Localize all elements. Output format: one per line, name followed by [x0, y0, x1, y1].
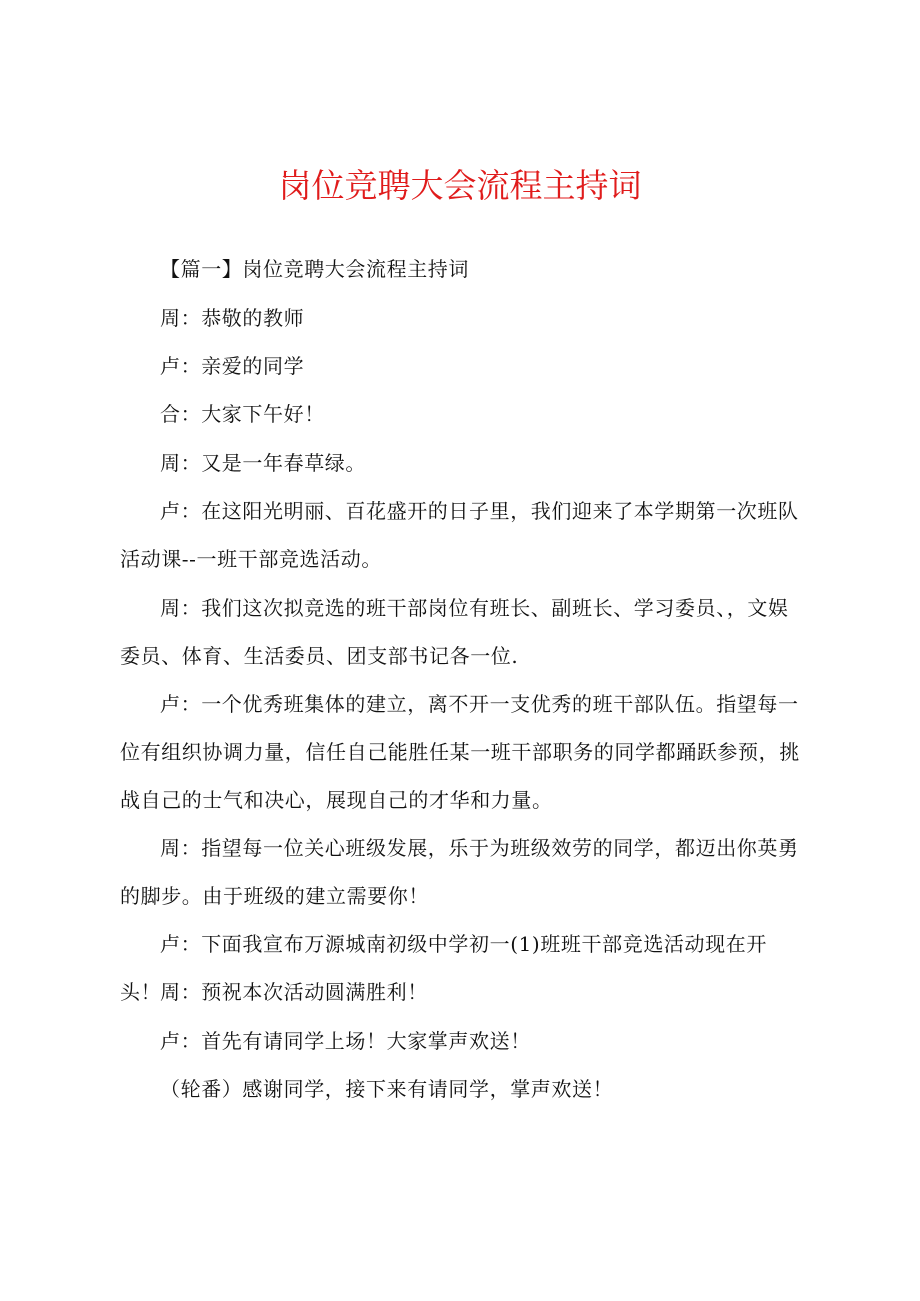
paragraph: 周：我们这次拟竞选的班干部岗位有班长、副班长、学习委员、，文娱委员、体育、生活委员、团支部书记各一位. — [120, 596, 789, 668]
paragraph: 卢：一个优秀班集体的建立，离不开一支优秀的班干部队伍。指望每一位有组织协调力量，信任自己能胜任某一班干部职务的同学都踊跃参预，挑战自己的士气和决心，展现自己的才华和力量。 — [120, 692, 800, 812]
paragraph: 周：恭敬的教师 — [160, 306, 305, 330]
paragraph: 卢：亲爱的同学 — [160, 354, 305, 378]
paragraph: 卢：下面我宣布万源城南初级中学初一(1)班班干部竞选活动现在开头！ — [120, 932, 767, 1004]
paragraph-heading: 【篇一】岗位竞聘大会流程主持词 — [160, 257, 469, 281]
paragraph: 卢：在这阳光明丽、百花盛开的日子里，我们迎来了本学期第一次班队活动课--一班干部竞选活动。 — [120, 499, 799, 571]
document-title: 岗位竞聘大会流程主持词 — [278, 166, 642, 205]
paragraph: 周：指望每一位关心班级发展，乐于为班级效劳的同学，都迈出你英勇的脚步。由于班级的建立需要你！ — [120, 836, 799, 908]
paragraph: （轮番）感谢同学，接下来有请同学，掌声欢送！ — [160, 1077, 614, 1101]
paragraph: 周：预祝本次活动圆满胜利！ — [160, 980, 428, 1004]
paragraph: 合：大家下午好！ — [160, 402, 325, 426]
paragraph: 周：又是一年春草绿。 — [160, 451, 366, 475]
paragraph: 卢：首先有请同学上场！大家掌声欢送！ — [160, 1029, 531, 1053]
